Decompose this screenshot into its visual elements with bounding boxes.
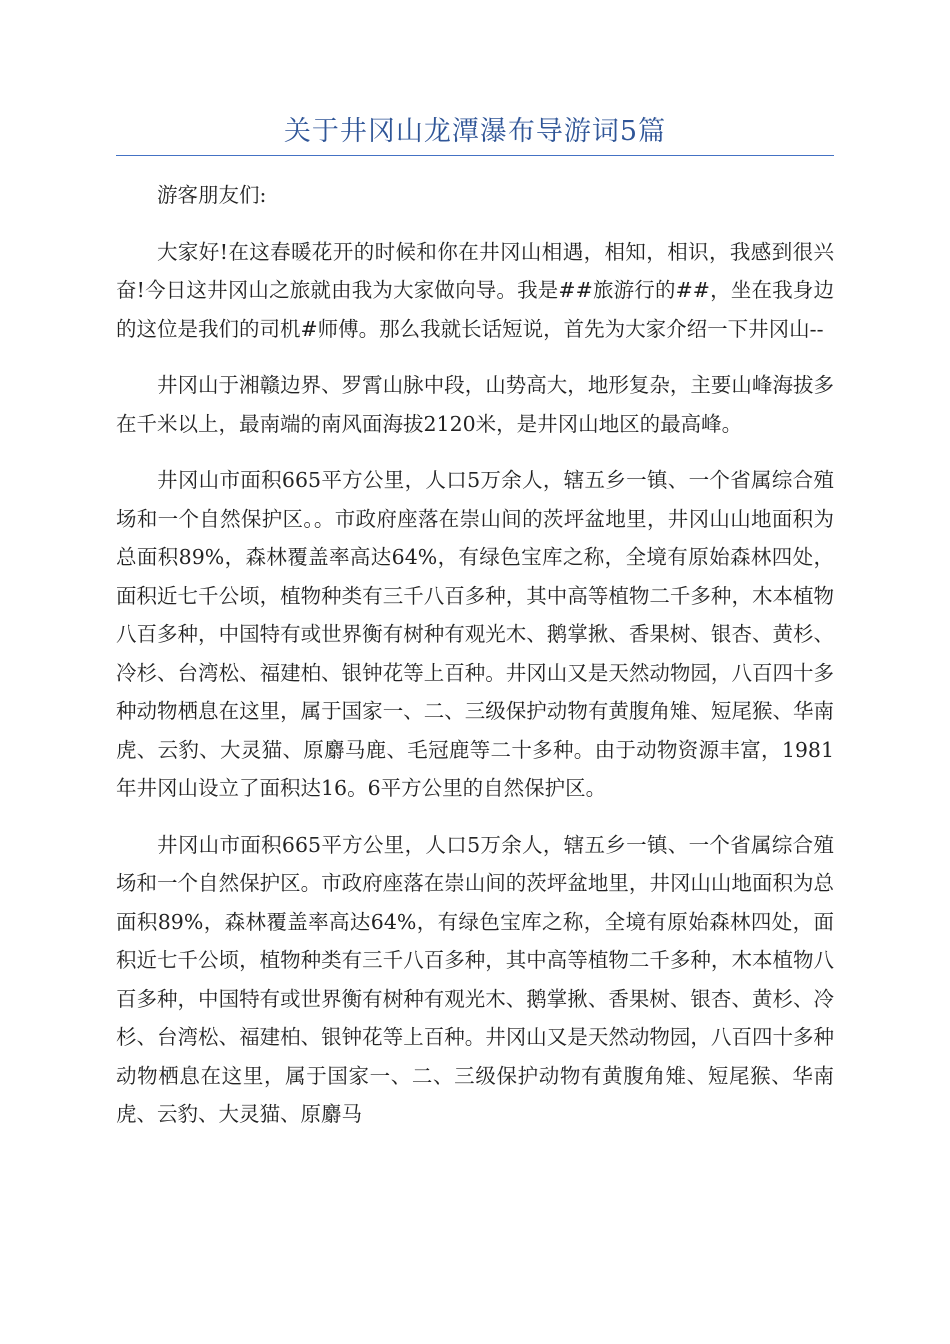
area-paragraph: 井冈山市面积665平方公里，人口5万余人，辖五乡一镇、一个省属综合殖场和一个自然保护区。。市政府座落在崇山间的茨坪盆地里，井冈山山地面积为总面积89%，森林覆盖率高达64%，有绿色宝库之称，全境有原始森林四处，面积近七千公顷，植物种类有三千八百多种，其中高等植物二千多种，木本植物八百多种，中国特有或世界衡有树种有观光木、鹅掌揪、香果树、银杏、黄杉、冷杉、台湾松、福建柏、银钟花等上百种。井冈山又是天然动物园，八百四十多种动物栖息在这里，属于国家一、二、三级保护动物有黄腹角雉、短尾猴、华南虎、云豹、大灵猫、原麝马鹿、毛冠鹿等二十多种。由于动物资源丰富，1981年井冈山设立了面积达16。6平方公里的自然保护区。	[116, 468, 834, 800]
title-underline	[116, 155, 834, 156]
geography-paragraph: 井冈山于湘赣边界、罗霄山脉中段，山势高大，地形复杂，主要山峰海拔多在千米以上，最南端的南风面海拔2120米，是井冈山地区的最高峰。	[116, 373, 834, 436]
area-paragraph-repeat: 井冈山市面积665平方公里，人口5万余人，辖五乡一镇、一个省属综合殖场和一个自然保护区。市政府座落在崇山间的茨坪盆地里，井冈山山地面积为总面积89%，森林覆盖率高达64%，有绿色宝库之称，全境有原始森林四处，面积近七千公顷，植物种类有三千八百多种，其中高等植物二千多种，木本植物八百多种，中国特有或世界衡有树种有观光木、鹅掌揪、香果树、银杏、黄杉、冷杉、台湾松、福建柏、银钟花等上百种。井冈山又是天然动物园，八百四十多种动物栖息在这里，属于国家一、二、三级保护动物有黄腹角雉、短尾猴、华南虎、云豹、大灵猫、原麝马	[116, 832, 834, 1126]
document-body	[116, 176, 834, 1152]
document-title: 关于井冈山龙潭瀑布导游词5篇	[283, 116, 667, 147]
intro-paragraph: 大家好!在这春暖花开的时候和你在井冈山相遇，相知，相识，我感到很兴奋!今日这井冈山之旅就由我为大家做向导。我是##旅游行的##，坐在我身边的这位是我们的司机#师傅。那么我就长话短说，首先为大家介绍一下井冈山--	[116, 239, 834, 341]
greeting-paragraph: 游客朋友们:	[157, 183, 267, 207]
